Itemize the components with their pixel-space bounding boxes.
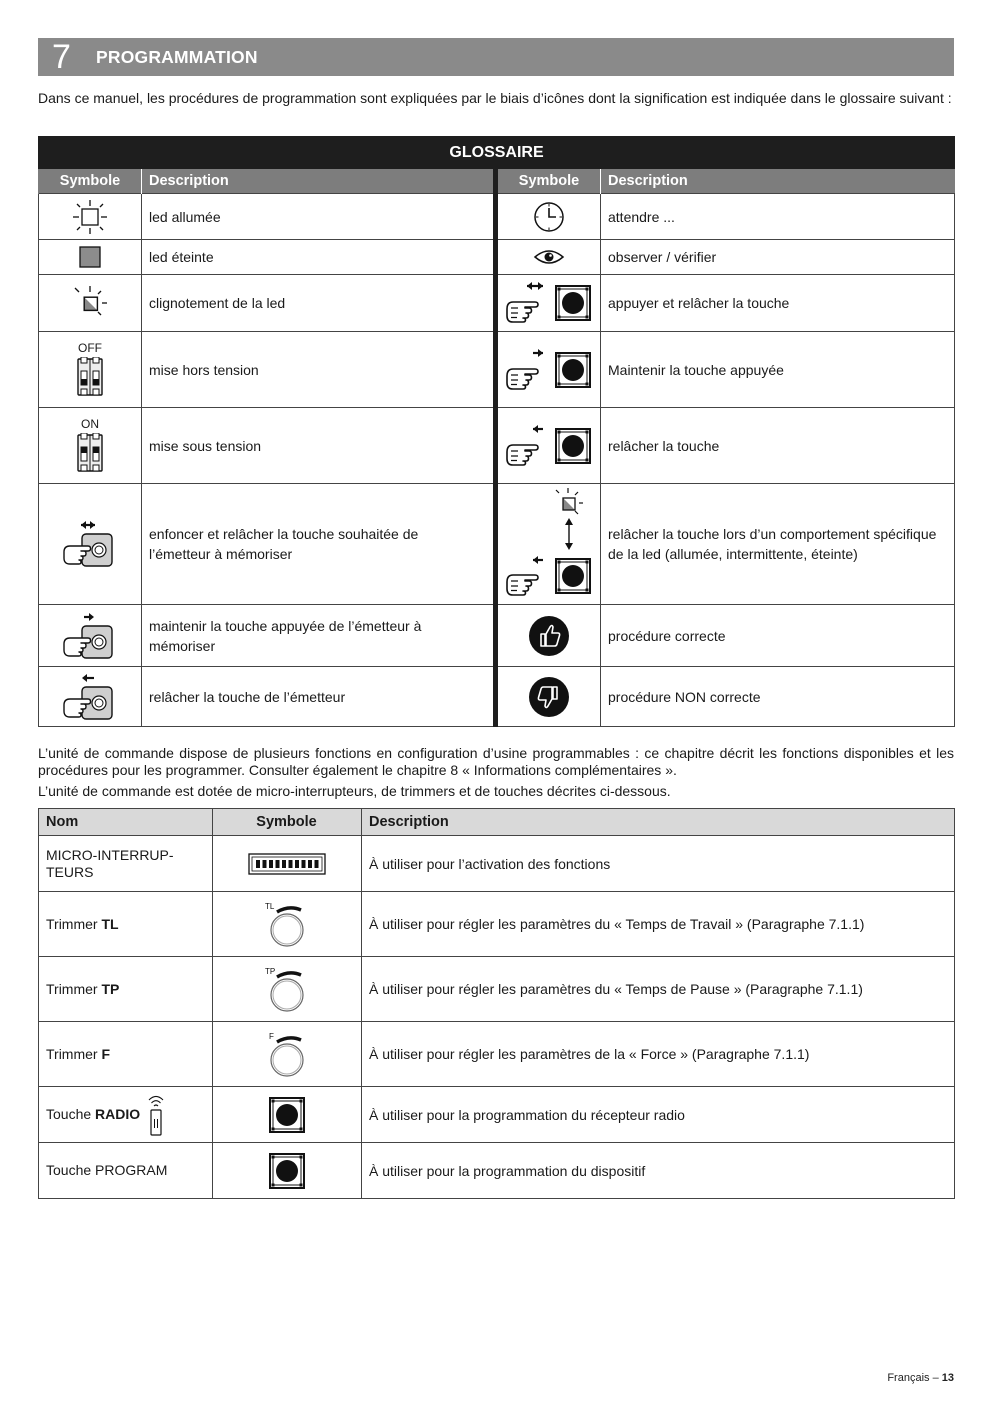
glossary-desc: attendre ... [601,194,955,240]
remote-press-release-icon [62,520,118,568]
glossary-desc: appuyer et relâcher la touche [601,275,955,332]
glossary-desc: led allumée [142,194,496,240]
glossary-desc: observer / vérifier [601,240,955,275]
trimmer-label: TL [265,902,275,911]
off-label: OFF [78,341,102,355]
glossary-desc: procédure NON correcte [601,667,955,727]
glossary-desc: enfoncer et relâcher la touche souhaitée de l’émetteur à mémoriser [142,484,496,605]
glossary-title: GLOSSAIRE [39,137,955,169]
glossary-desc: Maintenir la touche appuyée [601,332,955,408]
intro-paragraph: Dans ce manuel, les procédures de programmation sont expliquées par le biais d’icônes dont la signification est indiquée dans le glossaire suivant : [38,90,952,106]
section-title: PROGRAMMATION [96,46,258,67]
section-number: 7 [52,38,71,76]
table-row [39,892,955,957]
controls-header-symbol: Symbole [213,809,362,836]
glossary-table [38,136,955,727]
control-desc: À utiliser pour régler les paramètres du « Temps de Travail » (Paragraphe 7.1.1) [362,892,955,957]
radio-remote-icon [146,1093,166,1137]
glossary-desc: mise sous tension [142,408,496,484]
control-name: Trimmer F [39,1022,213,1087]
table-row [39,275,955,332]
control-name: Touche RADIO [39,1087,213,1143]
led-release-icon [505,488,593,600]
page-number: 13 [941,1372,954,1384]
led-on-icon [71,198,109,236]
dip-switch-icon [248,853,326,875]
control-name: Trimmer TP [39,957,213,1022]
description-paragraph: L’unité de commande est dotée de micro-interrupteurs, de trimmers et de touches décrites ci-dessous. [38,783,671,799]
glossary-header-symbol: Symbole [496,169,601,194]
remote-release-icon [62,673,118,721]
control-desc: À utiliser pour l’activation des fonctions [362,836,955,892]
thumb-up-icon [528,615,570,657]
glossary-desc: relâcher la touche de l’émetteur [142,667,496,727]
control-desc: À utiliser pour régler les paramètres de la « Force » (Paragraphe 7.1.1) [362,1022,955,1087]
footer-language: Français – [887,1372,942,1384]
glossary-desc: clignotement de la led [142,275,496,332]
trimmer-icon [263,900,311,948]
control-desc: À utiliser pour régler les paramètres du « Temps de Pause » (Paragraphe 7.1.1) [362,957,955,1022]
table-row [39,957,955,1022]
on-label: ON [81,417,99,431]
glossary-desc: mise hors tension [142,332,496,408]
glossary-desc: relâcher la touche [601,408,955,484]
table-row [39,240,955,275]
eye-icon [533,248,565,266]
glossary-desc: maintenir la touche appuyée de l’émetteur à mémoriser [142,605,496,667]
hand-hold-icon [505,346,593,394]
thumb-down-icon [528,676,570,718]
description-paragraph: L’unité de commande dispose de plusieurs fonctions en configuration d’usine programmables : ce chapitre décrit les fonctions disponibles et les procédures pour les programmer. Consulter également le chapitre 8 « Informations complémentaires ». [38,745,954,778]
push-button-icon [269,1097,305,1133]
trimmer-label: TP [265,967,276,976]
clock-icon [532,200,566,234]
table-row [39,667,955,727]
control-name: Touche PROGRAM [39,1143,213,1199]
breaker-off-icon [76,357,104,397]
control-desc: À utiliser pour la programmation du dispositif [362,1143,955,1199]
controls-header-name: Nom [39,809,213,836]
table-row [39,605,955,667]
breaker-on-icon [76,433,104,473]
push-button-icon [269,1153,305,1189]
table-row [39,1087,955,1143]
hand-release-icon [505,422,593,470]
glossary-header-description: Description [142,169,496,194]
table-row [39,1143,955,1199]
table-row [39,332,955,408]
glossary-header-symbol: Symbole [39,169,142,194]
page-footer [887,1372,954,1384]
led-off-icon [78,245,102,269]
trimmer-label: F [269,1032,274,1041]
glossary-desc: led éteinte [142,240,496,275]
glossary-header-description: Description [601,169,955,194]
glossary-desc: relâcher la touche lors d’un comportement spécifique de la led (allumée, intermittente, éteinte) [601,484,955,605]
trimmer-icon [263,965,311,1013]
table-row [39,484,955,605]
table-row [39,1022,955,1087]
controls-header-description: Description [362,809,955,836]
control-name: Trimmer TL [39,892,213,957]
glossary-desc: procédure correcte [601,605,955,667]
control-desc: À utiliser pour la programmation du récepteur radio [362,1087,955,1143]
remote-hold-icon [62,612,118,660]
controls-table [38,808,955,1199]
led-blink-icon [70,283,110,323]
trimmer-icon [263,1030,311,1078]
table-row [39,408,955,484]
section-header [38,38,954,76]
table-row [39,836,955,892]
hand-press-release-icon [505,279,593,327]
table-row [39,194,955,240]
control-name: MICRO-INTERRUP- TEURS [39,836,213,892]
